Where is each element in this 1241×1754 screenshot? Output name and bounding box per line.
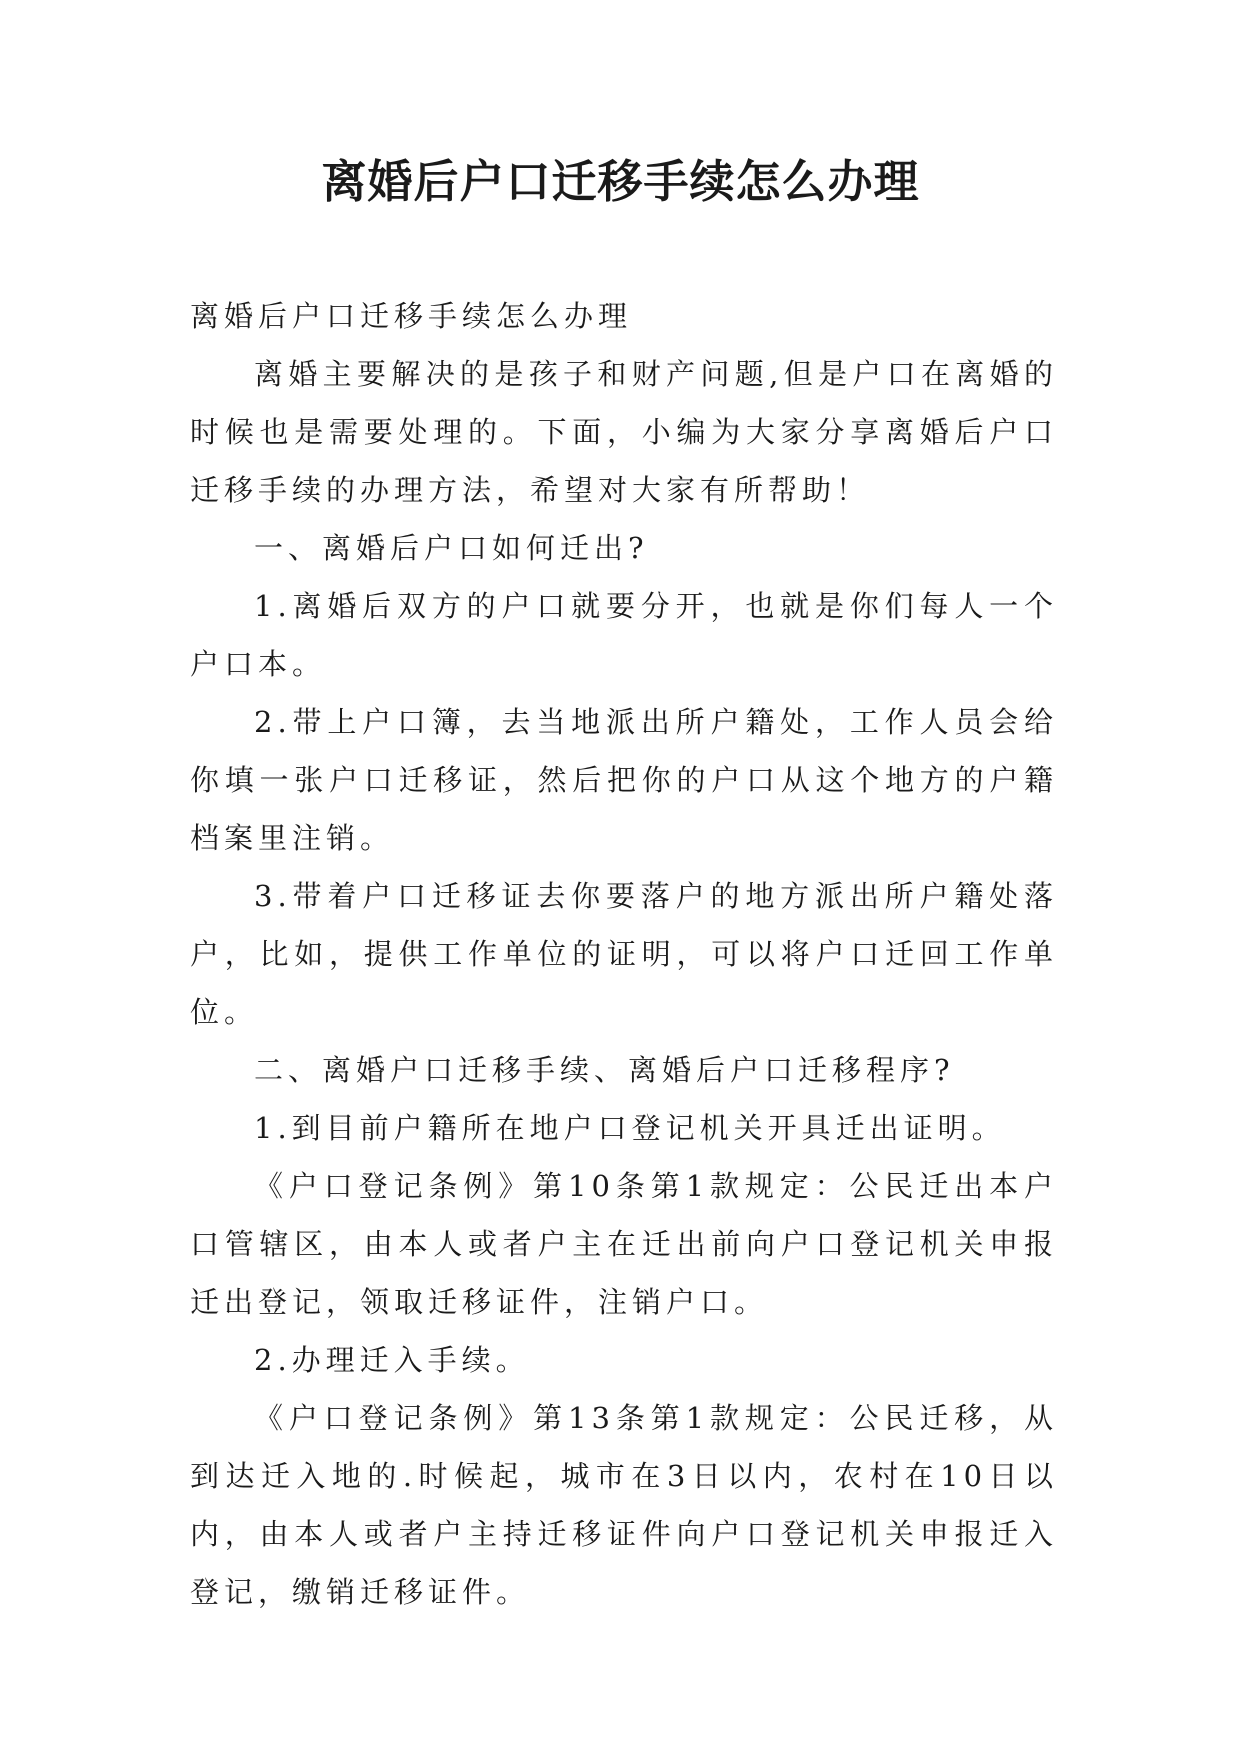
intro-paragraph: 离婚主要解决的是孩子和财产问题,但是户口在离婚的时候也是需要处理的。下面，小编为大家分享离婚后户口迁移手续的办理方法，希望对大家有所帮助！: [190, 357, 1058, 507]
step-paragraph: 1.到目前户籍所在地户口登记机关开具迁出证明。: [254, 1111, 1006, 1145]
regulation-quote: 《户口登记条例》第13条第1款规定：公民迁移，从到达迁入地的.时候起，城市在3日以内，农村在10日以内，由本人或者户主持迁移证件向户口登记机关申报迁入登记，缴销迁移证件。: [190, 1401, 1058, 1609]
document-body: [190, 287, 1058, 1621]
section-heading-2: 二、离婚户口迁移手续、离婚后户口迁移程序?: [254, 1053, 955, 1087]
body-heading: 离婚后户口迁移手续怎么办理: [190, 299, 633, 333]
step-paragraph: 2.办理迁入手续。: [254, 1343, 530, 1377]
step-paragraph: 2.带上户口簿，去当地派出所户籍处，工作人员会给你填一张户口迁移证，然后把你的户口从这个地方的户籍档案里注销。: [190, 705, 1058, 855]
document-title: 离婚后户口迁移手续怎么办理: [321, 155, 920, 208]
regulation-quote: 《户口登记条例》第10条第1款规定：公民迁出本户口管辖区，由本人或者户主在迁出前向户口登记机关申报迁出登记，领取迁移证件，注销户口。: [190, 1169, 1058, 1319]
section-heading-1: 一、离婚后户口如何迁出?: [254, 531, 649, 565]
step-paragraph: 3.带着户口迁移证去你要落户的地方派出所户籍处落户，比如，提供工作单位的证明，可以将户口迁回工作单位。: [190, 879, 1058, 1029]
step-paragraph: 1.离婚后双方的户口就要分开，也就是你们每人一个户口本。: [190, 589, 1058, 681]
